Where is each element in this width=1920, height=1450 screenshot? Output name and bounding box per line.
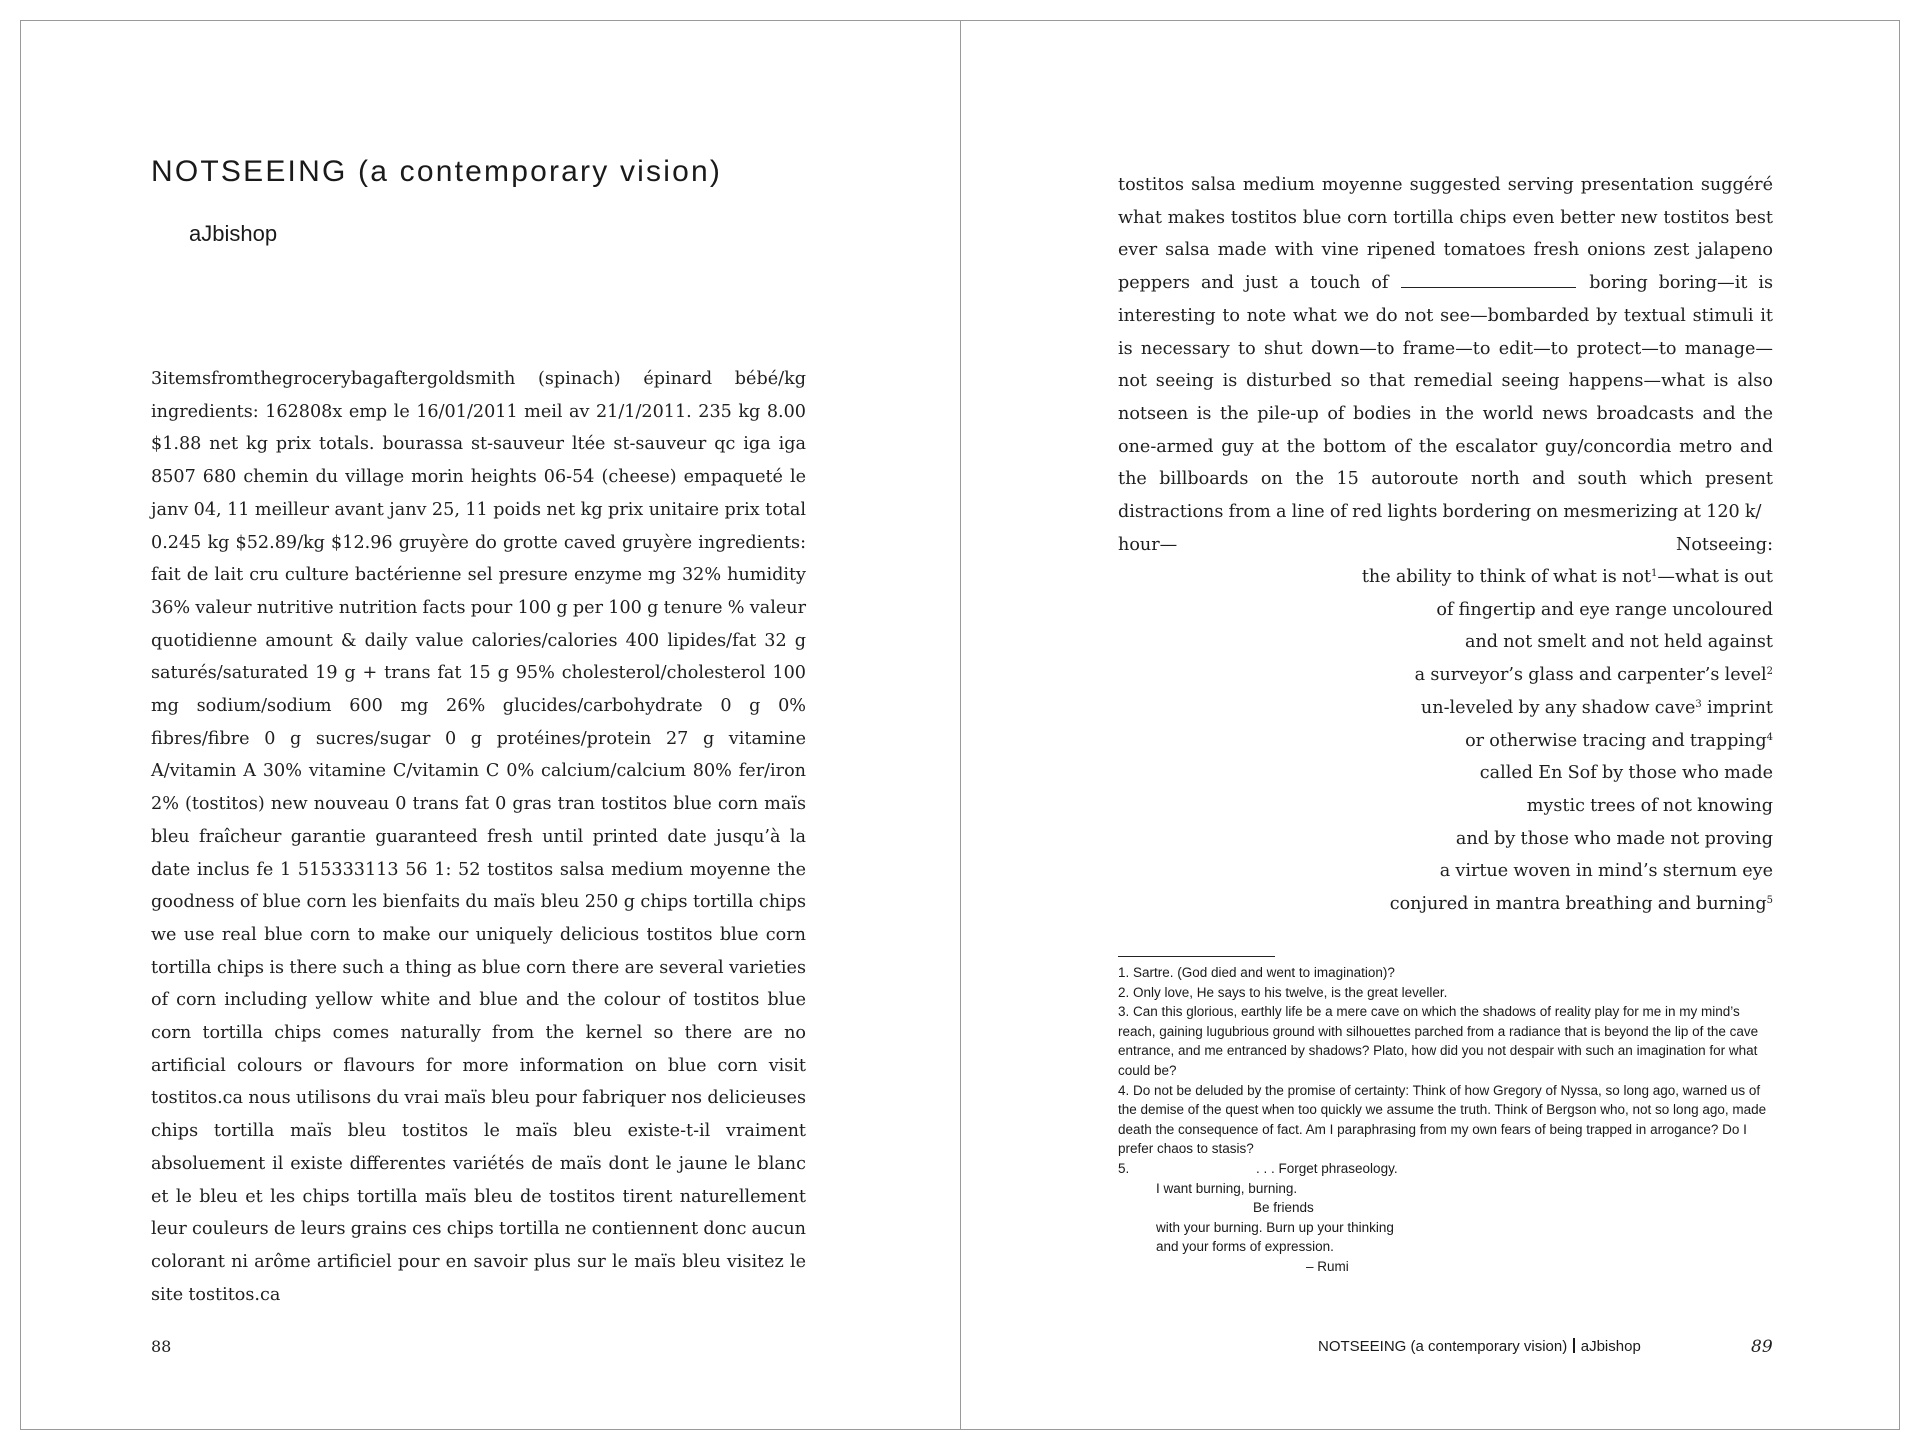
footnote-5-line: with your burning. Burn up your thinking [1156, 1219, 1394, 1235]
poem-title: NOTSEEING (a contemporary vision) [151, 155, 723, 188]
footnote-5-line: and your forms of expression. [1156, 1239, 1334, 1255]
footnote-5-number: 5. [1118, 1160, 1130, 1176]
footnote-rule [1118, 956, 1275, 957]
body-last-line [1118, 529, 1773, 562]
running-head-author: aJbishop [1580, 1338, 1641, 1355]
right-body-text [1118, 169, 1773, 561]
footnote-5-line: I want burning, burning. [1156, 1180, 1298, 1196]
footnote-5-line: Be friends [1253, 1200, 1314, 1216]
verse-line: and by those who made not proving [1455, 828, 1773, 849]
footnote-2: 2. Only love, He says to his twelve, is the great leveller. [1118, 984, 1448, 1000]
footnote-5-attribution: – Rumi [1306, 1258, 1349, 1274]
left-page [21, 21, 960, 1429]
verse-line: and not smelt and not held against [1464, 632, 1773, 653]
right-page [961, 21, 1899, 1429]
footnotes [1118, 963, 1773, 1277]
verse-line: conjured in mantra breathing and burning$^5$ [1389, 894, 1773, 915]
running-head-title: NOTSEEING (a contemporary vision) [1318, 1338, 1568, 1355]
verse-line: the ability to think of what is not$^1$—what is out [1361, 567, 1773, 587]
running-head-separator [1573, 1338, 1575, 1353]
verse-block [1118, 561, 1773, 921]
page-number-right: 89 [1751, 1337, 1773, 1357]
footnote-3: 3. Can this glorious, earthly life be a mere cave on which the shadows of reality play for me in my mind’s reach, gaining lugubrious ground with silhouettes parched from a radiance that is beyond the lip of the cave entrance, and me entranced by shadows? Plato, how did you not despair with such an imagination for what could be? [1118, 1004, 1759, 1078]
body-before-blank: tostitos salsa medium moyenne suggested serving presentation suggéré what makes tostitos blue corn tortilla chips even better new tostitos best ever salsa made with vine ripened tomatoes fresh onions zest jalapeno peppers and just a touch of [1118, 175, 1773, 294]
verse-line: a surveyor’s glass and carpenter’s level$^2$ [1414, 665, 1773, 686]
last-line-right: Notseeing: [1675, 534, 1773, 555]
page-number-left: 88 [151, 1337, 172, 1356]
verse-line: called En Sof by those who made [1479, 763, 1773, 784]
last-line-left: hour— [1118, 534, 1178, 555]
author-name: aJbishop [189, 221, 278, 246]
verse-line: mystic trees of not knowing [1526, 795, 1773, 816]
verse-line: a virtue woven in mind’s sternum eye [1439, 861, 1773, 882]
footnote-5 [1118, 1159, 1773, 1277]
book-spread [20, 20, 1900, 1430]
left-body-text: 3itemsfromthegrocerybagaftergoldsmith (spinach) épinard bébé/kg ingredients: 162808x emp le 16/01/2011 meil av 21/1/2011. 235 kg 8.00 $1.88 net kg prix totals. bourassa st-sauveur ltée st-sauveur qc iga iga 8507 680 chemin du village morin heights 06-54 (cheese) empaqueté le janv 04, 11 meilleur avant janv 25, 11 poids net kg prix unitaire prix total 0.245 kg $52.89/kg $12.96 gruyère do grotte caved gruyère ingredients: fait de lait cru culture bactérienne sel presure enzyme mg 32% humidity 36% valeur nutritive nutrition facts pour 100 g per 100 g tenure % valeur quotidienne amount & daily value calories/calories 400 lipides/fat 32 g saturés/saturated 19 g + trans fat 15 g 95% cholesterol/cholesterol 100 mg sodium/sodium 600 mg 26% glucides/carbohydrate 0 g 0% fibres/fibre 0 g sucres/sugar 0 g protéines/protein 27 g vitamine A/vitamin A 30% vitamine C/vitamin C 0% calcium/calcium 80% fer/iron 2% (tostitos) new nouveau 0 trans fat 0 gras tran tostitos blue corn maïs bleu fraîcheur garantie guaranteed fresh until printed date jusqu’à la date inclus fe 1 515333113 56 1: 52 tostitos salsa medium moyenne the goodness of blue corn les bienfaits du maïs bleu 250 g chips tortilla chips we use real blue corn to make our uniquely delicious tostitos blue corn tortilla chips is there such a thing as blue corn there are several varieties of corn including yellow white and blue and the colour of tostitos blue corn tortilla chips comes naturally from the kernel so there are no artificial colours or flavours for more information on blue corn visit tostitos.ca nous utilisons du vrai maïs bleu pour fabriquer nos delicieuses chips tortilla maïs bleu tostitos le maïs bleu existe-t-il vraiment absoluement il existe differentes variétés de maïs dont le jaune le blanc et le bleu et les chips tortilla maïs bleu de tostitos tirent naturellement leur couleurs de leurs grains ces chips tortilla ne contiennent donc aucun colorant ni arôme artificiel pour en savoir plus sur le maïs bleu visitez le site tostitos.ca [151, 369, 806, 1305]
running-head [1318, 1338, 1641, 1355]
body-after-blank: boring boring—it is interesting to note what we do not see—bombarded by textual stimuli it is necessary to shut down—to frame—to edit—to protect—to manage—not seeing is disturbed so that remedial seeing happens—what is also notseen is the pile-up of bodies in the world news broadcasts and the one-armed guy at the bottom of the escalator guy/concordia metro and the billboards on the 15 autoroute north and south which present distractions from a line of red lights bordering on mesmerizing at 120 k/ [1118, 273, 1773, 523]
verse-line: or otherwise tracing and trapping$^4$ [1465, 730, 1773, 751]
verse-line: of fingertip and eye range uncoloured [1436, 599, 1773, 620]
footnote-5-line: . . . Forget phraseology. [1256, 1160, 1398, 1176]
verse-line: un-leveled by any shadow cave$^3$ imprint [1420, 697, 1773, 718]
footnote-4: 4. Do not be deluded by the promise of certainty: Think of how Gregory of Nyssa, so long ago, warned us of the demise of the quest when too quickly we assume the truth. Think of Bergson who, not so long ago, made death the consequence of fact. Am I paraphrasing from my own fears of being trapped in arrogance? Do I prefer chaos to stasis? [1118, 1082, 1767, 1157]
footnote-1: 1. Sartre. (God died and went to imagination)? [1118, 965, 1395, 980]
fill-in-blank [1401, 272, 1576, 288]
